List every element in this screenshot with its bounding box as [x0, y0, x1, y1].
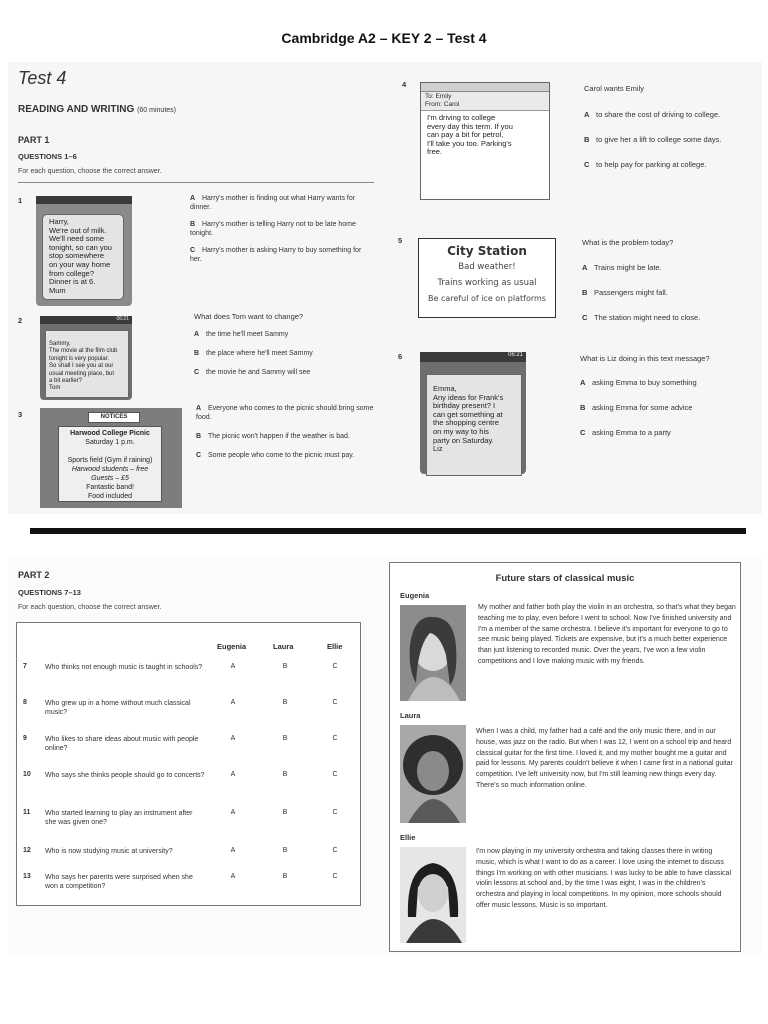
- q2-message-line: usual meeting place, but: [49, 370, 115, 377]
- question-number: 13: [23, 873, 31, 880]
- q1-message-line: Dinner is at 6.: [49, 277, 96, 287]
- q3-notice-line: Food included: [88, 493, 132, 500]
- q2-status-bar: 06:21: [40, 316, 132, 324]
- q3-notice-line: Fantastic band!: [86, 484, 134, 491]
- question-text: Who is now studying music at university?: [45, 848, 173, 855]
- q5-station-sign: [418, 238, 556, 318]
- q4-email-line: I'll take you too. Parking's: [427, 138, 512, 148]
- section-divider: [30, 528, 746, 534]
- q3-notice-line: Saturday 1 p.m.: [85, 439, 135, 446]
- q6-message-line: Emma,: [433, 384, 457, 393]
- q6-option-a[interactable]: A asking Emma to buy something: [580, 378, 697, 387]
- q1-message-line: We're out of milk.: [49, 225, 107, 235]
- q3-option-b[interactable]: B The picnic won't happen if the weather is bad.: [196, 433, 350, 440]
- q1-message-line: Harry,: [49, 217, 69, 226]
- q3-options: [196, 404, 382, 460]
- q2-option-a[interactable]: A the time he'll meet Sammy: [194, 331, 289, 338]
- q6-message-line: party on Saturday.: [433, 435, 494, 445]
- question-number: 10: [23, 771, 31, 778]
- part1-questions: QUESTIONS 1–6: [18, 152, 77, 161]
- part2-questions: QUESTIONS 7–13: [18, 588, 81, 597]
- question-text: Who thinks not enough music is taught in schools?: [45, 664, 203, 671]
- q3-notice-line: Harwood students – free: [71, 466, 149, 473]
- q2-message-line: a bit earlier?: [49, 378, 83, 385]
- q4-number: 4: [402, 80, 407, 89]
- q1-message-line: tonight, so can you: [49, 242, 112, 252]
- answer-b[interactable]: B: [282, 771, 288, 778]
- article: [389, 562, 741, 952]
- q1-message-line: on your way home: [49, 259, 111, 269]
- q4-email-body: [421, 111, 549, 160]
- answer-c[interactable]: C: [332, 699, 338, 706]
- q2-message-line: tonight is very popular.: [49, 355, 110, 362]
- answer-b[interactable]: B: [282, 699, 288, 706]
- part2-question-table: [16, 622, 361, 906]
- person-name-ellie: Ellie: [400, 833, 416, 842]
- q5-sign-line-3: Be careful of ice on platforms: [428, 294, 546, 303]
- question-number: 12: [23, 847, 31, 854]
- part1-rule: [18, 182, 374, 183]
- answer-b[interactable]: B: [282, 809, 288, 816]
- test-title: Test 4: [18, 68, 67, 88]
- q4-email-line: every day this term. If you: [427, 121, 513, 131]
- q2-options: [194, 330, 374, 377]
- part2-label: PART 2: [18, 570, 50, 580]
- q4-options: [584, 110, 762, 169]
- section-label: READING AND WRITING: [18, 104, 135, 115]
- answer-c[interactable]: C: [332, 809, 338, 816]
- q2-phone: [40, 316, 132, 400]
- q5-options: [582, 263, 760, 322]
- answer-c[interactable]: C: [332, 771, 338, 778]
- q6-message-line: Liz: [433, 444, 443, 454]
- document-title: Cambridge A2 – KEY 2 – Test 4: [281, 30, 487, 46]
- q6-option-b[interactable]: B asking Emma for some advice: [580, 403, 693, 412]
- q5-sign-line-1: Bad weather!: [458, 262, 516, 272]
- q1-message-line: Mum: [49, 285, 66, 295]
- part1-instruction: For each question, choose the correct answer.: [18, 168, 162, 175]
- q1-option-c[interactable]: C Harry's mother is asking Harry to buy something for her.: [190, 247, 362, 263]
- q2-message: [49, 341, 117, 393]
- q1-options: [190, 194, 370, 264]
- paragraph-ellie: I'm now playing in my university orchestra and taking classes there in writing music, which is what I want to do as a career. I love using the internet to discuss things I'm working on with other musicians. I was lucky to be able to have classical violin lessons at school and, by the time I was eight, I was in the children's orchestra and playing in local competitions. In my opinion, more schools should offer music lessons. Music is so important.: [476, 848, 732, 909]
- column-laura: Laura: [273, 642, 294, 651]
- q1-number: 1: [18, 196, 23, 205]
- answer-b[interactable]: B: [282, 735, 288, 742]
- question-text: Who likes to share ideas about music with people online?: [45, 736, 199, 752]
- q4-window-bar: [421, 83, 549, 92]
- column-ellie: Ellie: [327, 642, 343, 651]
- q6-status-bar: 06:21: [420, 352, 526, 362]
- question-number: 9: [23, 735, 27, 742]
- answer-b[interactable]: B: [282, 847, 288, 854]
- q6-options: [580, 378, 760, 437]
- section-duration: (60 minutes): [137, 107, 176, 114]
- q5-number: 5: [398, 236, 403, 245]
- q5-sign-line-2: Trains working as usual: [437, 278, 537, 288]
- question-number: 8: [23, 699, 27, 706]
- q1-option-b[interactable]: B Harry's mother is telling Harry not to be late home tonight.: [190, 221, 356, 237]
- q4-email-line: free.: [427, 147, 443, 157]
- q1-message-line: We'll need some: [49, 234, 105, 244]
- q3-number: 3: [18, 410, 23, 419]
- q2-option-b[interactable]: B the place where he'll meet Sammy: [194, 350, 313, 357]
- q6-number: 6: [398, 352, 403, 361]
- q1-message-line: from college?: [49, 268, 95, 278]
- answer-a[interactable]: A: [230, 847, 236, 854]
- q6-message-line: can get something at: [433, 409, 503, 419]
- q5-option-c[interactable]: C The station might need to close.: [582, 313, 701, 322]
- photo-eugenia: [400, 605, 466, 701]
- answer-c[interactable]: C: [332, 663, 338, 670]
- q6-message-line: Any ideas for Frank's: [433, 392, 504, 402]
- question-text: Who says she thinks people should go to concerts?: [45, 772, 205, 779]
- answer-b[interactable]: B: [282, 873, 288, 880]
- q5-option-a[interactable]: A Trains might be late.: [582, 263, 662, 272]
- q4-option-b[interactable]: B to give her a lift to college some days.: [584, 135, 722, 144]
- section-heading: [18, 104, 176, 115]
- q6-message-line: the shopping centre: [433, 418, 499, 428]
- q2-message-line: So shall I see you at our: [49, 363, 114, 370]
- q4-email-to: To: Emily: [425, 93, 452, 100]
- answer-a[interactable]: A: [230, 873, 236, 880]
- paragraph-laura: When I was a child, my father had a café and the only music there, and in our house, was jazz on the radio. But when I was 12, I went on a school trip and heard classical guitar for the first time. I loved it, and my mother bought me a guitar and paid for lessons. My parents couldn't believe it when I came first in a national guitar competition. I've left university now, but I'm still learning new things every day. There's so much information online.: [476, 728, 733, 789]
- q2-message-line: Sammy,: [49, 341, 71, 347]
- q3-notice-line: [59, 447, 161, 456]
- q3-noticeboard: [40, 408, 182, 508]
- q4-email-header: [421, 92, 549, 111]
- q6-message: [433, 385, 503, 454]
- q4-email-from: From: Carol: [425, 101, 460, 108]
- q6-question: What is Liz doing in this text message?: [580, 354, 710, 363]
- column-eugenia: Eugenia: [217, 642, 247, 651]
- answer-b[interactable]: B: [282, 663, 288, 670]
- photo-ellie: [400, 847, 466, 943]
- question-text: Who says her parents were surprised when she won a competition?: [45, 874, 193, 890]
- q2-number: 2: [18, 316, 23, 325]
- article-title: Future stars of classical music: [495, 573, 635, 584]
- q4-email-window: [420, 82, 550, 200]
- q4-question: Carol wants Emily: [584, 84, 645, 93]
- answer-c[interactable]: C: [332, 847, 338, 854]
- q3-notices-header: NOTICES: [88, 412, 140, 423]
- part1-label: PART 1: [18, 135, 50, 145]
- answer-a[interactable]: A: [230, 663, 236, 670]
- q1-option-a[interactable]: A Harry's mother is finding out what Harry wants for dinner.: [190, 195, 356, 211]
- q3-notice: [58, 426, 162, 502]
- q4-option-a[interactable]: A to share the cost of driving to college.: [584, 110, 721, 119]
- question-number: 11: [23, 809, 31, 816]
- person-name-eugenia: Eugenia: [400, 591, 430, 600]
- q4-option-c[interactable]: C to help pay for parking at college.: [584, 160, 707, 169]
- q5-option-b[interactable]: B Passengers might fall.: [582, 288, 668, 297]
- q6-screen: [426, 374, 522, 476]
- q6-phone: [420, 352, 526, 474]
- q5-sign-title: City Station: [447, 244, 527, 258]
- answer-a[interactable]: A: [230, 809, 236, 816]
- q4-email-line: can pay a bit for petrol,: [427, 130, 504, 140]
- answer-a[interactable]: A: [230, 699, 236, 706]
- q5-question: What is the problem today?: [582, 238, 674, 247]
- q1-message-line: stop somewhere: [49, 251, 105, 261]
- question-text: Who grew up in a home without much classical music?: [45, 700, 191, 716]
- answer-c[interactable]: C: [332, 873, 338, 880]
- photo-laura: [400, 725, 466, 823]
- q2-question: What does Tom want to change?: [194, 312, 304, 321]
- q1-message: [49, 218, 112, 295]
- question-number: 7: [23, 663, 27, 670]
- q3-notice-line: Guests – £5: [91, 475, 129, 482]
- answer-c[interactable]: C: [332, 735, 338, 742]
- part2-instruction: For each question, choose the correct answer.: [18, 604, 162, 611]
- q3-option-c[interactable]: C Some people who come to the picnic must pay.: [196, 452, 355, 459]
- person-name-laura: Laura: [400, 711, 421, 720]
- q3-option-a[interactable]: A Everyone who comes to the picnic should bring some food.: [196, 405, 374, 421]
- q2-option-c[interactable]: C the movie he and Sammy will see: [194, 369, 311, 376]
- q1-screen: [42, 214, 124, 300]
- q2-message-line: Tom: [49, 385, 61, 392]
- answer-a[interactable]: A: [230, 735, 236, 742]
- q2-screen: [45, 330, 129, 398]
- q6-option-c[interactable]: C asking Emma to a party: [580, 428, 671, 437]
- answer-a[interactable]: A: [230, 771, 236, 778]
- q3-notice-line: Harwood College Picnic: [70, 430, 150, 437]
- q6-message-line: on my way to his: [433, 426, 489, 436]
- q1-status-bar: [36, 196, 132, 204]
- q4-email-line: I'm driving to college: [427, 113, 496, 122]
- question-text: Who started learning to play an instrument after she was given one?: [45, 810, 193, 826]
- q3-notice-line: Sports field (Gym if raining): [67, 457, 153, 464]
- paragraph-eugenia: My mother and father both play the violin in an orchestra, so that's what they began teaching me to play, even before I went to school. Now I've finished university and I'm a member of the same orchestra. I believe it's important for everyone to go to see music being played. Tickets are expensive, but it's a much better experience than just listening to recorded music. Over the years, I've won a few violin competitions and I love making music with my friends.: [478, 604, 736, 665]
- q6-message-line: birthday present? I: [433, 401, 496, 411]
- q2-message-line: The movie at the film club: [49, 348, 118, 355]
- q1-phone: [36, 196, 132, 306]
